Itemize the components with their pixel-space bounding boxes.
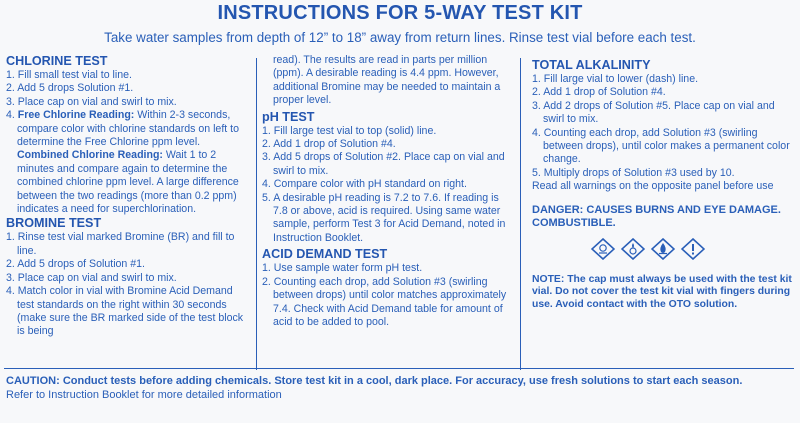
bromine-step-2: 2. Add 5 drops of Solution #1. <box>6 258 145 271</box>
footer <box>6 374 796 402</box>
chlorine-step-4-number: 4. <box>6 109 18 122</box>
corrosive-skull-icon <box>591 238 615 260</box>
acid-demand-heading: ACID DEMAND TEST <box>262 247 388 262</box>
alkalinity-step-1: 1. Fill large vial to lower (dash) line. <box>532 73 699 85</box>
oxidizer-flame-icon <box>621 238 645 260</box>
column-3 <box>532 54 794 311</box>
bromine-steps <box>6 231 252 338</box>
chlorine-step-4 <box>6 109 252 216</box>
danger-warning: DANGER: CAUSES BURNS AND EYE DAMAGE. COMBUSTIBLE. <box>532 203 781 229</box>
acid-demand-steps <box>262 262 514 329</box>
acid-step-2: 2. Counting each drop, add Solution #3 (swirling between drops) until color matches approximately 7.4. Check with Acid Demand table for amount of acid to be added to pool. <box>262 275 507 328</box>
note-text: NOTE: The cap must always be used with the test kit vial. Do not cover the test kit vial with fingers during use. Avoid contact with the OTO solution. <box>532 273 792 310</box>
ph-step-3: 3. Add 5 drops of Solution #2. Place cap on vial and swirl to mix. <box>262 151 505 177</box>
ph-step-4: 4. Compare color with pH standard on right. <box>262 178 467 191</box>
ph-step-2: 2. Add 1 drop of Solution #4. <box>262 138 396 151</box>
ph-step-1: 1. Fill large test vial to top (solid) line. <box>262 124 437 137</box>
flame-icon <box>651 238 675 260</box>
exclamation-icon <box>681 238 705 260</box>
alkalinity-step-3: 3. Add 2 drops of Solution #5. Place cap on vial and swirl to mix. <box>532 99 775 126</box>
bromine-step-4: 4. Match color in vial with Bromine Acid Demand test standards on the right within 30 seconds (make sure the BR marked side of the test block is being <box>6 285 244 338</box>
bromine-step-3: 3. Place cap on vial and swirl to mix. <box>6 271 177 284</box>
chlorine-step-3: 3. Place cap on vial and swirl to mix. <box>6 95 177 108</box>
column-divider-1 <box>256 58 257 370</box>
page-subtitle: Take water samples from depth of 12” to 18” away from return lines. Rinse test vial before each test. <box>104 30 696 45</box>
column-1 <box>6 54 252 339</box>
alkalinity-step-4: 4. Counting each drop, add Solution #3 (swirling between drops), until color makes a permanent color change. <box>532 126 790 166</box>
refer-text: Refer to Instruction Booklet for more detailed information <box>6 389 282 401</box>
ph-heading: pH TEST <box>262 109 315 124</box>
combined-chlorine-label: Combined Chlorine Reading: <box>17 149 163 162</box>
column-divider-2 <box>520 58 521 370</box>
ph-step-5: 5. A desirable pH reading is 7.2 to 7.6. If reading is 7.8 or above, acid is required. Using same water sample, perform Test 3 for Acid Demand, noted in Instruction Booklet. <box>262 191 506 244</box>
chlorine-step-1: 1. Fill small test vial to line. <box>6 69 132 81</box>
chlorine-steps <box>6 69 252 216</box>
free-chlorine-text: Within 2-3 seconds, compare color with chlorine standards on left to determine the Free Chlorine ppm level. <box>17 109 239 149</box>
alkalinity-heading: TOTAL ALKALINITY <box>532 58 651 72</box>
bromine-step-1: 1. Rinse test vial marked Bromine (BR) and fill to line. <box>6 231 235 257</box>
combined-chlorine-text: Wait 1 to 2 minutes and compare again to determine the combined chlorine ppm level. A large difference between the two readings (more than 0.2 ppm) indicates a need for superchlorination. <box>17 149 239 216</box>
footer-divider <box>4 368 794 369</box>
free-chlorine-label: Free Chlorine Reading: <box>17 109 135 122</box>
caution-text: CAUTION: Conduct tests before adding chemicals. Store test kit in a cool, dark place. For accuracy, use fresh solutions to start each season. <box>6 375 743 387</box>
bromine-heading: BROMINE TEST <box>6 216 102 231</box>
read-warnings-text: Read all warnings on the opposite panel before use <box>532 180 774 193</box>
chlorine-heading: CHLORINE TEST <box>6 54 108 68</box>
alkalinity-step-5: 5. Multiply drops of Solution #3 used by 10. <box>532 166 735 179</box>
acid-step-1: 1. Use sample water form pH test. <box>262 262 423 275</box>
hazard-icons <box>502 238 794 260</box>
bromine-step-4-continued: read). The results are read in parts per million (ppm). A desirable reading is 4.4 ppm. However, additional Bromine may be needed to maintain a proper level. <box>273 54 501 107</box>
chlorine-step-2: 2. Add 5 drops Solution #1. <box>6 82 134 95</box>
alkalinity-step-2: 2. Add 1 drop of Solution #4. <box>532 86 666 99</box>
ph-steps <box>262 125 514 246</box>
page-title: INSTRUCTIONS FOR 5-WAY TEST KIT <box>217 2 583 24</box>
column-2 <box>262 54 514 329</box>
alkalinity-steps <box>532 73 794 180</box>
